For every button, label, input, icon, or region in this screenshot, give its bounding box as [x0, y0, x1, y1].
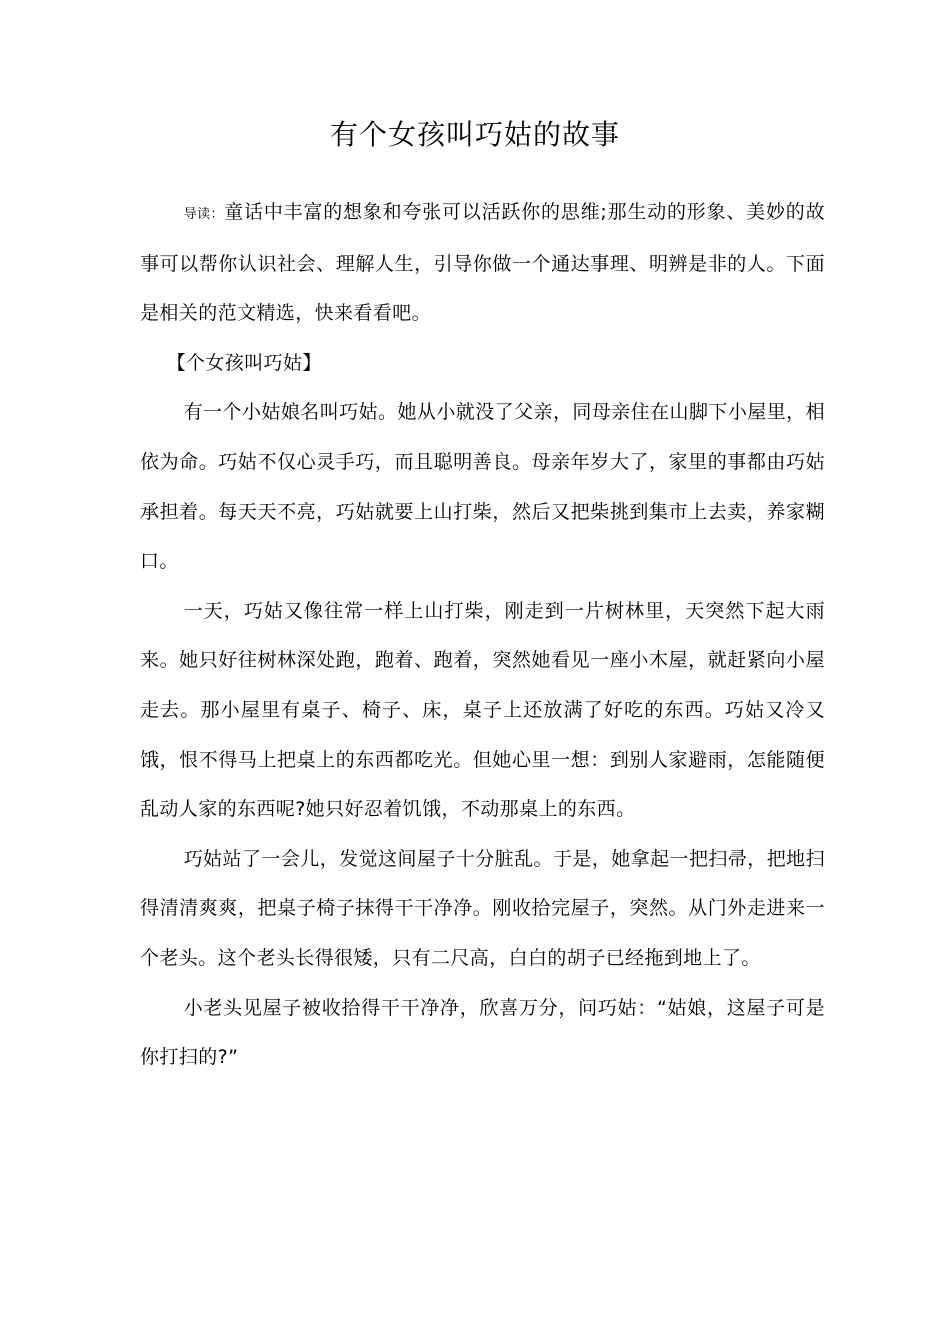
story-paragraph: 一天，巧姑又像往常一样上山打柴，刚走到一片树林里，天突然下起大雨来。她只好往树林深处跑，跑着、跑着，突然她看见一座小木屋，就赶紧向小屋走去。那小屋里有桌子、椅子、床，桌子上还放满了好吃的东西。巧姑又冷又饿，恨不得马上把桌上的东西都吃光。但她心里一想：到别人家避雨，怎能随便乱动人家的东西呢?她只好忍着饥饿，不动那桌上的东西。 — [140, 599, 825, 821]
section-subheading: 【个女孩叫巧姑】 — [166, 351, 322, 374]
story-paragraph: 小老头见屋子被收拾得干干净净，欣喜万分，问巧姑：“姑娘，这屋子可是你打扫的?” — [140, 996, 825, 1069]
document-body — [140, 188, 825, 1083]
story-paragraph: 巧姑站了一会儿，发觉这间屋子十分脏乱。于是，她拿起一把扫帚，把地扫得清清爽爽，把桌子椅子抹得干干净净。刚收拾完屋子，突然。从门外走进来一个老头。这个老头长得很矮，只有二尺高，白白的胡子已经拖到地上了。 — [140, 847, 825, 969]
story-paragraph: 有一个小姑娘名叫巧姑。她从小就没了父亲，同母亲住在山脚下小屋里，相依为命。巧姑不仅心灵手巧，而且聪明善良。母亲年岁大了，家里的事都由巧姑承担着。每天天不亮，巧姑就要上山打柴，然后又把柴挑到集市上去卖，养家糊口。 — [140, 401, 825, 573]
intro-paragraph — [140, 188, 825, 339]
intro-separator: ： — [210, 207, 225, 222]
intro-text: 童话中丰富的想象和夸张可以活跃你的思维;那生动的形象、美妙的故事可以帮你认识社会、理解人生，引导你做一个通达事理、明辨是非的人。下面是相关的范文精选，快来看看吧。 — [140, 201, 825, 325]
document-title: 有个女孩叫巧姑的故事 — [329, 118, 620, 151]
intro-label: 导读 — [183, 207, 211, 222]
